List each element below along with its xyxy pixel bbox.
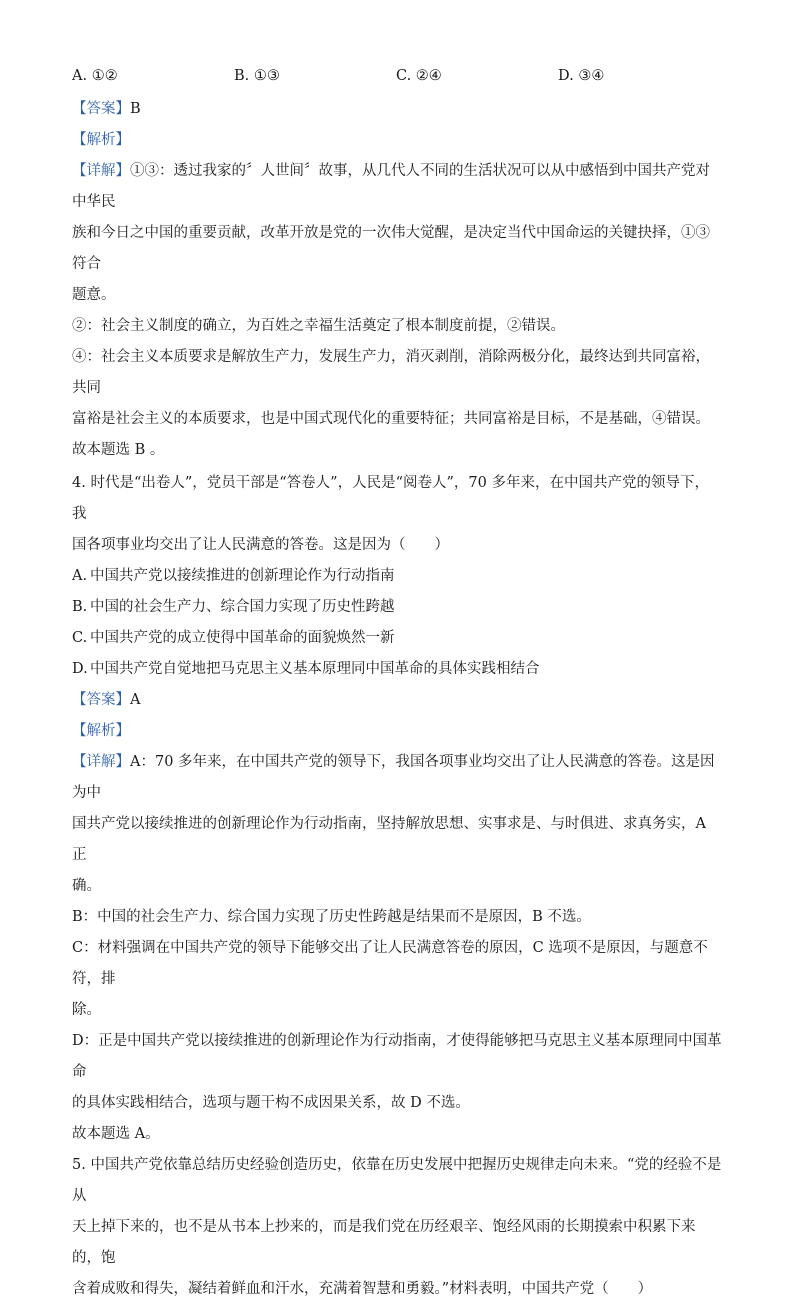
q4-choice-c-letter: C. (72, 630, 88, 646)
q4-item-c-line2: 除。 (72, 1002, 101, 1018)
q3-detail-line1: ①③：透过我家的〞人世间〞故事，从几代人不同的生活状况可以从中感悟到中国共产党对中华民 (72, 163, 710, 210)
q4-detail-line1: A：70 多年来，在中国共产党的领导下，我国各项事业均交出了让人民满意的答卷。这是因为中 (72, 754, 715, 801)
q4-analysis-tag: 【解析】 (72, 723, 130, 739)
q4-detail (72, 747, 722, 902)
q4-choice-d (72, 654, 722, 685)
q4-answer-tag: 【答案】 (72, 692, 130, 708)
q3-answer-tag: 【答案】 (72, 101, 130, 117)
q4-choice-a (72, 561, 722, 592)
q4-detail-line2: 国共产党以接续推进的创新理论作为行动指南，坚持解放思想、实事求是、与时俱进、求真务实，A 正 (72, 816, 706, 863)
q3-option-b: B. ①③ (234, 68, 280, 84)
q4-item-d (72, 1026, 722, 1119)
q4-choice-c-text: 中国共产党的成立使得中国革命的面貌焕然一新 (90, 630, 395, 646)
q3-detail-tag: 【详解】 (72, 163, 130, 179)
q3-option-c: C. ②④ (396, 68, 442, 84)
q4-answer (72, 685, 722, 716)
q4-choice-b-letter: B. (72, 599, 88, 615)
q3-item-4-line2: 富裕是社会主义的本质要求，也是中国式现代化的重要特征；共同富裕是目标，不是基础，④错误。 (72, 411, 710, 427)
q4-choice-b-text: 中国的社会生产力、综合国力实现了历史性跨越 (90, 599, 395, 615)
q3-option-d: D. ③④ (558, 68, 605, 84)
q4-item-d-line2: 的具体实践相结合，选项与题干构不成因果关系，故 D 不选。 (72, 1095, 470, 1111)
q3-option-a: A. ①② (72, 68, 118, 84)
q3-item-2: ②：社会主义制度的确立，为百姓之幸福生活奠定了根本制度前提，②错误。 (72, 318, 565, 334)
q3-detail-line2: 族和今日之中国的重要贡献，改革开放是党的一次伟大觉醒，是决定当代中国命运的关键抉择，①③符合 (72, 225, 710, 272)
q4-item-c-line1: C：材料强调在中国共产党的领导下能够交出了让人民满意答卷的原因，C 选项不是原因，与题意不符，排 (72, 940, 708, 987)
q4-choice-a-letter: A. (72, 568, 88, 584)
q4-choice-d-text: 中国共产党自觉地把马克思主义基本原理同中国革命的具体实践相结合 (90, 661, 540, 677)
q4-detail-tag: 【详解】 (72, 754, 130, 770)
q4-stem-line2: 国各项事业均交出了让人民满意的答卷。这是因为（ ） (72, 537, 449, 553)
q4-item-b: B：中国的社会生产力、综合国力实现了历史性跨越是结果而不是原因，B 不选。 (72, 909, 591, 925)
q3-conclusion: 故本题选 B 。 (72, 442, 165, 458)
q4-conclusion: 故本题选 A。 (72, 1126, 160, 1142)
q5-stem (72, 1150, 722, 1305)
q3-options (72, 64, 722, 88)
q4-choice-d-letter: D. (72, 661, 88, 677)
q3-detail (72, 156, 722, 311)
q4-item-c (72, 933, 722, 1026)
q4-choice-b (72, 592, 722, 623)
q3-detail-line3: 题意。 (72, 287, 116, 303)
document-page (72, 64, 722, 1305)
q4-stem-line1: 4. 时代是“出卷人”，党员干部是“答卷人”，人民是“阅卷人”，70 多年来，在中国共产党的领导下，我 (72, 475, 709, 522)
q5-stem-line3: 含着成败和得失，凝结着鲜血和汗水，充满着智慧和勇毅。”材料表明，中国共产党（ ） (72, 1281, 653, 1297)
q4-stem (72, 468, 722, 561)
q3-analysis-tag: 【解析】 (72, 132, 130, 148)
q3-answer (72, 94, 722, 125)
q4-choice-c (72, 623, 722, 654)
q4-answer-value: A (130, 692, 141, 708)
q3-item-4-line1: ④：社会主义本质要求是解放生产力，发展生产力，消灭剥削，消除两极分化，最终达到共同富裕，共同 (72, 349, 710, 396)
q3-item-4 (72, 342, 722, 435)
q5-stem-line2: 天上掉下来的，也不是从书本上抄来的，而是我们党在历经艰辛、饱经风雨的长期摸索中积累下来的，饱 (72, 1219, 696, 1266)
q4-choice-a-text: 中国共产党以接续推进的创新理论作为行动指南 (90, 568, 395, 584)
q3-analysis (72, 125, 722, 156)
q4-analysis (72, 716, 722, 747)
q5-stem-line1: 5. 中国共产党依靠总结历史经验创造历史，依靠在历史发展中把握历史规律走向未来。“党的经验不是从 (72, 1157, 722, 1204)
q3-answer-value: B (130, 101, 141, 117)
q4-detail-line3: 确。 (72, 878, 101, 894)
q4-item-d-line1: D：正是中国共产党以接续推进的创新理论作为行动指南，才使得能够把马克思主义基本原理同中国革命 (72, 1033, 722, 1080)
